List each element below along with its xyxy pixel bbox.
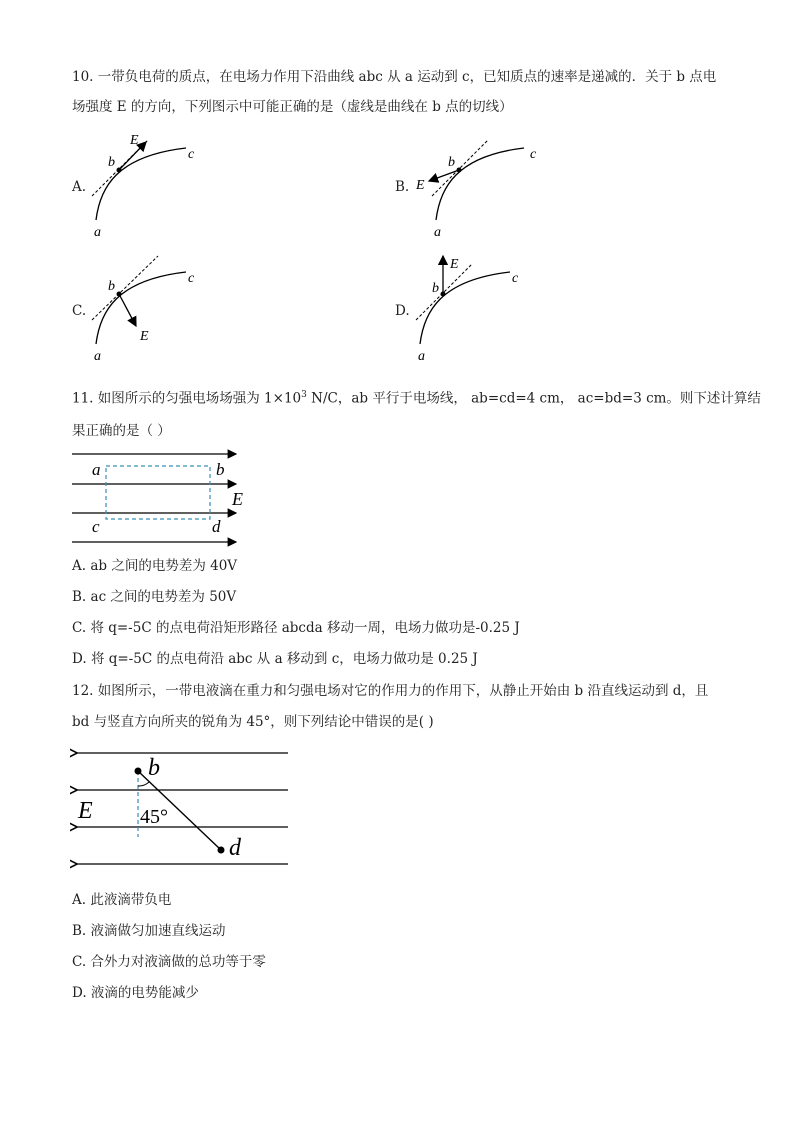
label-E: E — [232, 489, 243, 509]
q10-stem-line1: 10. 一带负电荷的质点，在电场力作用下沿曲线 abc 从 a 运动到 c，已知质点的速率是递减的．关于 b 点电 — [72, 69, 717, 85]
q10-figure-c — [86, 252, 216, 367]
q10-figure-a — [86, 128, 216, 243]
label-b: b — [216, 460, 225, 479]
q11-stem-line2: 果正确的是（ ） — [72, 423, 171, 439]
label-a: a — [94, 349, 101, 364]
label-a: a — [418, 349, 425, 364]
label-d: d — [229, 835, 241, 861]
label-b: b — [448, 155, 455, 170]
label-angle: 45° — [140, 806, 168, 828]
label-a: a — [94, 225, 101, 240]
q10-figure-d — [410, 252, 540, 367]
label-c: c — [530, 147, 537, 162]
q12-option-b: B. 液滴做匀加速直线运动 — [72, 923, 226, 939]
point-d — [218, 847, 225, 854]
label-c: c — [512, 271, 519, 286]
label-b: b — [108, 155, 115, 170]
label-b: b — [108, 279, 115, 294]
q10-option-b-label: B. — [395, 179, 410, 195]
q10-option-a-label: A. — [72, 179, 87, 195]
q12-figure — [70, 742, 292, 870]
q11-option-d: D. 将 q=-5C 的点电荷沿 abc 从 a 移动到 c，电场力做功是 0.25 J — [72, 651, 478, 667]
label-E: E — [78, 798, 93, 824]
tangent-line — [92, 256, 158, 320]
rectangle-abcd — [106, 466, 210, 519]
label-d: d — [212, 517, 221, 536]
q10-option-d-label: D. — [395, 303, 410, 319]
label-c: c — [188, 271, 195, 286]
q12-option-a: A. 此液滴带负电 — [72, 892, 172, 908]
label-a: a — [92, 460, 101, 479]
label-c: c — [188, 147, 195, 162]
label-b: b — [148, 755, 160, 781]
q11-stem-line1: 11. 如图所示的匀强电场场强为 $1\times 10^3$ N/C，ab 平行于电场线， ab=cd=4 cm， ac=bd=3 cm。则下述计算结 — [72, 390, 761, 407]
point-b — [135, 768, 142, 775]
label-a: a — [434, 225, 441, 240]
label-E: E — [450, 257, 459, 272]
q11-option-b: B. ac 之间的电势差为 50V — [72, 589, 237, 605]
q12-option-d: D. 液滴的电势能减少 — [72, 985, 199, 1001]
label-E: E — [416, 178, 425, 193]
q12-stem-line2: bd 与竖直方向所夹的锐角为 45°，则下列结论中错误的是( ) — [72, 714, 434, 730]
q12-stem-line1: 12. 如图所示，一带电液滴在重力和匀强电场对它的作用力的作用下，从静止开始由 b 沿直线运动到 d，且 — [72, 683, 709, 699]
q10-option-c-label: C. — [72, 303, 87, 319]
label-b: b — [432, 281, 439, 296]
q11-figure — [68, 446, 258, 550]
q10-stem-line2: 场强度 E 的方向，下列图示中可能正确的是（虚线是曲线在 b 点的切线） — [72, 99, 513, 115]
q11-option-c: C. 将 q=-5C 的点电荷沿矩形路径 abcda 移动一周，电场力做功是-0.25 J — [72, 620, 520, 636]
field-arrow — [119, 294, 136, 326]
angle-arc — [138, 782, 149, 786]
field-arrow — [429, 170, 459, 181]
label-E: E — [140, 329, 149, 344]
label-c: c — [92, 517, 100, 536]
q10-figure-b — [412, 128, 552, 243]
q12-option-c: C. 合外力对液滴做的总功等于零 — [72, 954, 266, 970]
q11-option-a: A. ab 之间的电势差为 40V — [72, 558, 238, 574]
label-E: E — [130, 133, 139, 148]
